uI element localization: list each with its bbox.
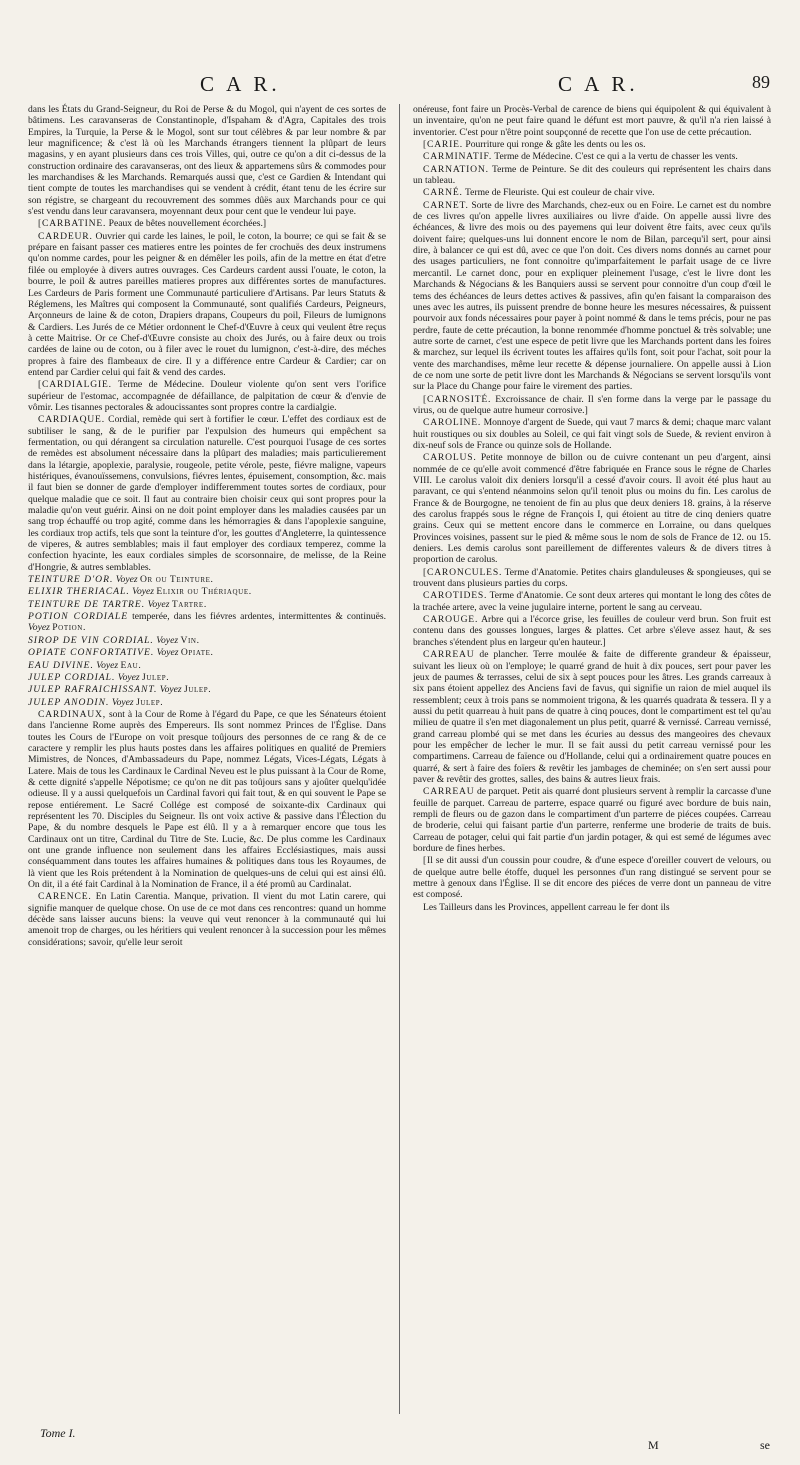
xref-see-label: Voyez [159,684,182,696]
running-head [30,72,770,100]
entry-headword: CARNATION. [423,163,489,175]
dictionary-entry [413,855,771,900]
dictionary-entry [413,649,771,785]
dictionary-entry [413,200,771,393]
xref-target: Opiate. [180,647,214,659]
dictionary-entry [413,902,771,913]
xref-see-label: Voyez [156,647,179,659]
cross-reference [28,697,386,708]
entry-definition: Peaux de bêtes nouvellement écorchées.] [106,218,267,230]
running-head-right: C A R. [558,72,639,96]
dictionary-entry [28,231,386,378]
xref-see-label: Voyez [115,574,138,586]
dictionary-entry [413,151,771,162]
entry-definition: Monnoye d'argent de Suede, qui vaut 7 marcs & demi; chaque marc valant huit roustiques ou six doubles au Soleil, ce qui fait vingt sols de Suede, & revient environ à dix-neuf sols de France ou quinze sols de Hollande. [413,417,771,451]
right-column [413,104,771,914]
entry-headword: CARDINAUX, [38,708,106,720]
entry-definition: Il se dit aussi d'un coussin pour coudre, & d'une espece d'oreiller couvert de velours, ou de quelque autre belle étoffe, duquel les personnes d'un rang distingué se servent pour se mettre à genoux dans l'Église. Il se dit encore des piéces de verre dont un panneau de vitre est composé. [413,855,771,901]
entry-headword: [CARNOSITÉ. [423,393,492,405]
entry-definition: Sorte de livre des Marchands, chez-eux ou en Foire. Le carnet est du nombre de ces livres qu'on appelle livres auxiliaires ou livre d'aide. On appelle aussi livre des échéances, & livre des mois ou des payemens qui leur doivent être faits, avec ceux qu'ils doivent faire; quelques-uns lui donnent encore le nom de Bilan, parcequ'il sert, pour ainsi dire, à balancer ce qui est dû, avec ce que l'on doit. Ces divers noms donnés au carnet pour des usages particuliers, ne font connoitre qu'imparfaitement le parfait usage de ce livre mercantil. Le carnet donc, pour en expliquer pleinement l'usage, c'est le livre dont les Marchands & Négocians & les Banquiers aussi se servent pour connoitre d'un coup d'œil le tems des échéances de leurs dettes actives & passives, afin qu'en faisant la comparaison des unes avec les autres, ils puissent prendre de bonne heure les mesures nécessaires, & puissent pourvoir aux fonds nécessaires pour payer à point nommé & dans le tems précis, pour ne pas perdre, faute de cette précaution, la bonne renommée d'homme ponctuel & très solvable; une autre sorte de carnet, c'est une espece de petit livre que les Marchands portent dans les foires & marchez, sur lequel ils écrivent toutes les affaires qu'ils font, soit pour l'achat, soit pour la vente des marchandises, même leur recette & dépense journaliere. On appelle aussi à Lion de ce nom une sorte de petit livre dont les Marchands & Négocians se servent lorsqu'ils vont sur la Place du Change pour faire le virement des parties. [413,199,771,393]
entry-headword: CAROTIDES. [423,590,488,602]
entry-definition: Terme de Fleuriste. Qui est couleur de chair vive. [462,187,655,199]
xref-see-label: Voyez [96,659,119,671]
entry-headword: CARNÉ. [423,187,463,199]
signature-mark: M [648,1438,659,1452]
xref-target: Potion. [52,622,86,634]
entry-definition: En Latin Carentia. Manque, privation. Il vient du mot Latin carere, qui signifie manquer de quelque chose. On use de ce mot dans ces rencontres: quand un homme décède sans laisser aucuns biens: la veuve qui veut renoncer à la communauté qui lui amenoit trop de charges, ou les héritiers qui veulent renoncer à la succession pour les mêmes considérations; savoir, qu'elle leur seroit [28,891,386,948]
entry-headword: [CARIE. [423,139,463,151]
xref-headword: SIROP DE VIN CORDIAL. [28,634,154,646]
dictionary-entry [413,786,771,854]
xref-target: Julep. [184,684,212,696]
cross-reference [28,684,386,695]
entry-headword: CAROUGE. [423,614,479,626]
entry-definition: Petite monnoye de billon ou de cuivre contenant un peu d'argent, ainsi nommée de ce qu'elle avoit commencé d'être fabriquée en France sous le régne de Charles VIII. Le carolus valoit dix deniers lorsqu'il a cessé d'avoir cours. Il avoit été plus haut au paravant, ce qui s'entend néanmoins selon qu'il tenoit plus ou moins du fin. Les carolus de France & de Bourgogne, ne tenoient de fin au plus que deux deniers 18. grains, à la réserve des carolus frappés sous le régne de François I, qui étoient au titre de cinq deniers quatre grains. Ceux qui se mettent encore dans le commerce en Lorraine, ou dans quelques Provinces voisines, passent sur le pied & même sous le nom de sols de France de 12. ou 15. deniers. Les demis carolus sont pareillement de differentes valeurs & de divers titres à proportion de carolus. [413,452,771,566]
cross-reference [28,660,386,671]
xref-target: Or ou Teinture. [140,574,214,586]
xref-see-label: Voyez [111,696,134,708]
dictionary-entry [28,709,386,891]
xref-headword: ELIXIR THERIACAL. [28,586,130,598]
xref-see-label: Voyez [132,586,154,598]
xref-headword: JULEP ANODIN. [28,696,110,708]
xref-target: Vin. [180,634,200,646]
xref-headword: JULEP RAFRAICHISSANT. [28,684,158,696]
entry-headword: [CARONCULES. [423,566,503,578]
cross-reference [28,611,386,634]
xref-see-label: Voyez [117,671,140,683]
cross-reference [28,574,386,585]
entry-headword: [CARBATINE. [38,218,107,230]
xref-headword: OPIATE CONFORTATIVE. [28,647,155,659]
entry-headword: [ [423,855,427,867]
running-head-left: C A R. [200,72,281,96]
xref-target: Julep. [136,696,164,708]
xref-target: Elixir ou Thériaque. [156,586,252,598]
xref-target: Tartre. [171,598,207,610]
entry-definition: de parquet. Petit ais quarré dont plusieurs servent à remplir la carcasse d'une feuille de parquet. Carreau de parterre, espace quarré ou figuré avec bordure de buis nain, rempli de fleurs ou de gazon dans le compartiment d'un parterre de piéces coupées. Carreau de broderie, celui qui faisant partie d'un parterre, renferme une broderie de traits de buis. Carreau de potager, celui qui fait partie d'un jardin potager, & qui est semé de légumes avec bordure de fines herbes. [413,786,771,854]
dictionary-entry [413,614,771,648]
dictionary-entry [28,218,386,229]
entry-definition: Pourriture qui ronge & gâte les dents ou les os. [462,139,646,151]
dictionary-entry [413,164,771,187]
left-column [28,104,386,949]
xref-headword: TEINTURE D'OR. [28,574,114,586]
entry-headword: CARREAU [423,786,475,798]
dictionary-entry [28,379,386,413]
xref-see-label: Voyez [147,598,170,610]
dictionary-entry [28,414,386,573]
continued-paragraph [413,104,771,138]
entry-headword: CARNET. [423,199,469,211]
continued-paragraph [28,104,386,217]
xref-target: Julep. [142,671,170,683]
paragraph-text: dans les États du Grand-Seigneur, du Roi de Perse & du Mogol, qui n'ayent de ces sortes de bâtimens. Les caravanseras de Constantinople, d'Ispaham & d'Agra, Capitales des trois Empires, la Turquie, la Perse & le Mogol, sont sur tout célèbres & par leur nombre & par leur magnificence; & c'est là où les Marchands étrangers tiennent la plûpart de leurs magasins, y en ayant plusieurs dans ces trois Villes, qui, outre ce qu'on a dit ci-dessus de la construction ordinaire des caravanseras, ont des lieux & appartemens sûrs & commodes pour les marchandises & les Marchands. Remarqués aussi que, c'est ce Gardien & Intendant qui tient compte de toutes les marchandises qui se vendent à crédit, étant tenu de les écrire sur son régistre, se chargeant du recouvrement des sommes dûës aux Marchands pour ce qui s'est vendu dans leur caravansera, moyennant deux pour cent que le vendeur lui paye. [28,104,386,218]
entry-headword: [CARDIALGIE. [38,379,112,391]
dictionary-entry [413,187,771,198]
cross-reference [28,672,386,683]
xref-note: temperée, dans les fiévres ardentes, intermittentes & continuës. [128,611,386,623]
paragraph-text: onéreuse, font faire un Procès-Verbal de carence de biens qui équipolent & qui équivalent à un inventaire, qu'on ne peut faire quand le défunt est mort pauvre, & qu'il n'a rien laissé à inventorier. C'est pour n'être point soupçonné de recette que l'on use de cette précaution. [413,104,771,138]
dictionary-entry [413,452,771,565]
xref-headword: POTION CORDIALE [28,611,129,623]
entry-headword: CARENCE. [38,891,92,903]
entry-definition: sont à la Cour de Rome à l'égard du Pape, ce que les Sénateurs étoient dans l'ancienne Rome auprès des Empereurs. Ils sont nommez Princes de l'Église. Dans toutes les Cours de l'Europe on voit presque toûjours des personnes de ce rang & de ce caractere y remplir les plus hauts postes dans les affaires politiques en qualité de Premiers Mimistres, de Nonces, d'Ambassadeurs du Pape, nommez Légats, Vices-Légats, Légats à Latere. Mais de tous les Cardinaux le Cardinal Neveu est le plus puissant à la Cour de Rome, & cette dignité s'appelle Népotisme; ce qu'on ne dit pas toûjours sans y ajoûter quelqu'idée odieuse. Il y a aussi quelquefois un Cardinal favori qui fait tout, & en qui souvent le Pape se repose entiérement. Le Sacré Collége est composé de soixante-dix Cardinaux qui représentent les 70. Disciples du Seigneur. Ils ont voix active & passive dans l'Élection du Pape, & du nombre desquels le Pape est élû. Il y a à remarquer encore que tous les Cardinaux ont un titre, Cardinal du Titre de Ste. Lucie, &c. De plus comme les Cardinaux ont une grande influence non seulement dans les affaires Ecclésiastiques, mais aussi conséquamment dans toutes les affaires humaines & politiques dans tous les Royaumes, de là vient que les Rois prétendent à la Nomination de quelques-uns de celui qui est ainsi élû. On dit, il a été fait Cardinal à la Nomination de France, il a été promû au Cardinalat. [28,708,386,891]
entry-headword: CARREAU [423,649,475,661]
volume-label: Tome I. [40,1426,76,1440]
entry-definition: Terme d'Anatomie. Ce sont deux arteres qui montant le long des côtes de la trachée artere, avec la veine jugulaire interne, portent le sang au cerveau. [413,590,771,613]
cross-reference [28,647,386,658]
entry-headword: CARMINATIF. [423,151,493,163]
xref-headword: JULEP CORDIAL. [28,671,116,683]
dictionary-entry [413,394,771,417]
entry-definition: Terme de Médecine. Douleur violente qu'on sent vers l'orifice supérieur de l'estomac, accompagnée de défaillance, de palpitation de cœur & d'envie de vômir. Les tisannes pectorales & adoucissantes sont propres contre la cardialgie. [28,379,386,413]
entry-definition: de plancher. Terre moulée & faite de differente grandeur & épaisseur, suivant les lieux où on l'employe; le quarré grand de huit à dix pouces, sert pour paver les jeux de paumes & terrasses, celui de six à sept pouces pour les âtres. Les grands carreaux à six pans étoient appellez des Anciens favi de favus, qui signifie un raion de miel auquel ils ressemblent; ceux à trois pans se nommoient trigona, & les quarrés quadrata & tessera. Il y a aussi du petit quarreau à huit pans de quatre à cinq pouces, dont le compartiment est tel qu'au milieu de quatre il s'en met diagonalement un plus petit, quarré & vernissé. Carreau vernissé, grand carreau plombé qui se met dans les écuries au dessus des mangeoires des chevaux pour les empêcher de lecher le mur. Il se fait aussi du petit carreau vernissé pour les compartimens. Carreau de faïence ou d'Hollande, celui qui a ordinairement quatre pouces en quarré, & sert à faire des foïers & revêtir les jambages de cheminée; on s'en sert aussi pour paver & revêtir des grottes, salles, des bains & autres lieux frais. [413,649,771,785]
entry-definition: Excroissance de chair. Il s'en forme dans la verge par le passage du virus, ou de quelque autre humeur corrosive.] [413,393,771,416]
entry-headword: CARDIAQUE. [38,414,105,426]
cross-reference [28,599,386,610]
entry-definition: Ouvrier qui carde les laines, le poil, le coton, la bourre; ce qui se fait & se prépare en faisant passer ces matieres entre les pointes de fer crochuës des deux instrumens qu'on nomme cardes, pour les peigner & en démêler les poils, afin de la mettre en état d'etre filée ou employée à divers autres ouvrages. Ces Cardeurs cardent aussi l'ouate, le coton, la bourre, le poil & autres pareilles matieres propres aux différentes sortes de manufactures. Les Cardeurs de Paris forment une Communauté particuliere d'Artisans. Par leurs Statuts & Réglemens, les Maîtres qui composent la Communauté, sont qualifiés Cardeurs, Peigneurs, Arçonneurs de laine & de coton, Drapiers drapans, Coupeurs du poil, Fileurs de lumignons & Cardiers. Les Jurés de ce Métier ordonnent le Chef-d'Œuvre à ceux qui veulent être reçus à cette Maitrise. Or ce Chef-d'Œuvre consiste au choix des Jurés, ou à faire deux ou trois cardées de laine ou de coton, ou à filer avec le rouet du lumignon, c'est-à-dire, des méches propres à faire des flambeaux de cire. Il y a différence entre Cardeur & Cardier; car on entend par Cardier celui qui fait & vend des cardes. [28,230,386,378]
entry-definition: Cordial, remède qui sert à fortifier le cœur. L'effet des cordiaux est de subtiliser le sang, & de le purifier par l'expulsion des humeurs qui empêchent sa fermentation, ou qui dérangent sa circulation naturelle. C'est pourquoi l'usage de ces sortes de remèdes est absolument nécessaire dans la plûpart des maladies; mais particulierement dans la létargie, apoplexie, paralysie, rougeole, petite vérole, peste, fiévre maligne, vapeurs histériques, évanouïssemens, convulsions, fiévres lentes, épuisement, consomption, &c. mais il faut bien se donner de garde d'employer indifferemment toutes sortes de cordiaux, pour quelque maladie que ce soit. Il faut au contraire bien choisir ceux qui sont propres pour la maladie qu'on veut guérir. Ainsi on ne doit point employer dans les maladies causées par un sang trop échauffé ou trop agité, comme dans les hémorragies & dans l'apoplexie sanguine, les cordiaux trop actifs, tels que sont la teinture d'or, les gouttes d'Angleterre, la quintessence de viperes, & autres semblables; mais il faut employer des cordiaux temperez, comme la confection hyacinte, les eaux cordiales simples de scorsonnaire, de melisse, de la Reine d'Hongrie, & autres semblables. [28,414,386,573]
entry-headword: CAROLINE. [423,417,482,429]
cross-reference [28,586,386,597]
dictionary-entry [413,590,771,613]
dictionary-entry [413,417,771,451]
catchword: se [760,1438,770,1452]
entry-headword: CARDEUR. [38,230,93,242]
entry-definition: Terme de Peinture. Se dit des couleurs qui représentent les chairs dans un tableau. [413,163,771,187]
entry-headword: CAROLUS. [423,452,477,464]
entry-definition: Arbre qui a l'écorce grise, les feuilles de couleur verd brun. Son fruit est contenu dans des gousses longues, larges & plattes. Cet arbre s'éleve assez haut, & ses branches s'étendent plus en largeur qu'en hauteur.] [413,614,771,648]
xref-target: Eau. [120,659,142,671]
xref-see-label: Voyez [28,622,50,634]
entry-definition: Terme de Médecine. C'est ce qui a la vertu de chasser les vents. [492,151,738,163]
dictionary-entry [413,567,771,590]
xref-see-label: Voyez [156,634,179,646]
xref-headword: EAU DIVINE. [28,659,94,671]
column-divider [399,104,400,1414]
dictionary-entry [413,139,771,150]
dictionary-entry [28,891,386,948]
page-number: 89 [752,72,770,92]
entry-definition: Terme d'Anatomie. Petites chairs glanduleuses & spongieuses, qui se trouvent dans plusieurs parties du corps. [413,566,771,590]
xref-headword: TEINTURE DE TARTRE. [28,598,146,610]
cross-reference [28,635,386,646]
entry-definition: Les Tailleurs dans les Provinces, appellent carreau le fer dont ils [423,901,670,913]
